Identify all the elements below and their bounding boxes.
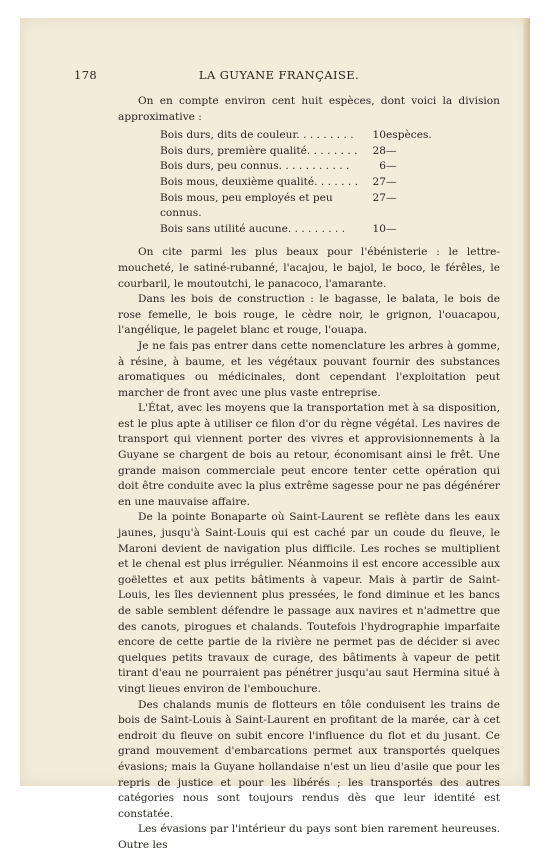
paragraph-nomenclature: Je ne fais pas entrer dans cette nomenclature les arbres à gomme, à résine, à baume, et les végétaux pouvant fournir des substances aromatiques ou médicinales, dont cependant l'exploitation peut marcher de front avec une plus vaste entreprise. bbox=[118, 339, 500, 399]
species-label: Bois durs, première qualité. . . . . . . . bbox=[160, 144, 358, 157]
species-count: 27 bbox=[372, 175, 386, 188]
paragraph-maroni: De la pointe Bonaparte où Saint-Laurent se reflète dans les eaux jaunes, jusqu'à Saint-Louis qui est caché par un coude du fleuve, le Maroni devient de navigation plus difficile. Les roches se multiplient et le chenal est plus irrégulier. Néanmoins il est encore accessible aux goëlettes et aux petits bâtiments à vapeur. Mais à partir de Saint-Louis, les îles deviennent plus pressées, le fond diminue et les bancs de sable semblent défendre le passage aux navires et n'admettre que des canots, pirogues et chalands. Toutefois l'hydrographie imparfaite encore de cette partie de la rivière ne permet pas de décider si avec quelques petits travaux de curage, des bâtiments à vapeur de petit tirant d'eau ne pourraient pas pénétrer jusqu'au saut Hermina situé à vingt lieues environ de l'embouchure. bbox=[118, 511, 500, 695]
species-unit: — bbox=[386, 160, 397, 173]
species-unit: — bbox=[386, 144, 397, 157]
species-label: Bois durs, peu connus. . . . . . . . . . . bbox=[160, 160, 350, 173]
table-row bbox=[160, 175, 456, 191]
species-label: Bois mous, deuxième qualité. . . . . . . bbox=[160, 175, 358, 188]
intro-paragraph: On en compte environ cent huit espèces, dont voici la division approximative : bbox=[118, 95, 500, 123]
book-page bbox=[20, 18, 530, 851]
running-header bbox=[74, 68, 484, 84]
table-row bbox=[160, 128, 456, 144]
table-row bbox=[160, 144, 456, 160]
species-label: Bois durs, dits de couleur. . . . . . . . . bbox=[160, 129, 354, 142]
paragraph-ebenisterie: On cite parmi les plus beaux pour l'ébénisterie : le lettre-moucheté, le satiné-rubanné, l'acajou, le bajol, le boco, le férêles, le courbaril, le moutoutchi, le panacoco, l'amarante. bbox=[118, 246, 500, 290]
page-body bbox=[118, 94, 500, 854]
table-row bbox=[160, 191, 456, 222]
paragraph-construction: Dans les bois de construction : le bagasse, le balata, le bois de rose femelle, le bois rouge, le cèdre noir, le grignon, l'ouacapou, l'angélique, le pagelet blanc et rouge, l'ouapa. bbox=[118, 293, 500, 337]
species-unit: — bbox=[386, 222, 397, 235]
paragraph-etat: L'État, avec les moyens que la transportation met à sa disposition, est le plus apte à utiliser ce filon d'or du règne végétal. Les navires de transport qui viennent porter des vivres et approvisionnements à la Guyane se chargent de bois au retour, économisant ainsi le frêt. Une grande maison commerciale peut encore tenter cette opération qui doit être conduite avec la plus extrême sagesse pour ne pas dégénérer en une mauvaise affaire. bbox=[118, 402, 500, 508]
species-table bbox=[160, 128, 456, 237]
species-unit: espèces. bbox=[386, 129, 432, 142]
species-unit: — bbox=[386, 191, 397, 204]
species-count: 10 bbox=[372, 129, 386, 142]
page-number: 178 bbox=[74, 68, 98, 82]
paragraph-chalands: Des chalands munis de flotteurs en tôle conduisent les trains de bois de Saint-Louis à Saint-Laurent en profitant de la marée, car à cet endroit du fleuve on subit encore l'influence du flot et du jusant. Ce grand mouvement d'embarcations permet aux transportés quelques évasions; mais la Guyane hollandaise n'est un lieu d'asile que pour les repris de justice et pour les libérés ; les transportés des autres catégories nous sont toujours rendus dès que leur identité est constatée. bbox=[118, 698, 500, 820]
species-count: 10 bbox=[372, 222, 386, 235]
species-label: Bois mous, peu employés et peu connus. bbox=[160, 191, 333, 220]
running-title: LA GUYANE FRANÇAISE. bbox=[198, 68, 360, 82]
table-row bbox=[160, 222, 456, 238]
paragraph-evasions: Les évasions par l'intérieur du pays sont bien rarement heureuses. Outre les bbox=[118, 823, 500, 851]
page-edge bbox=[523, 18, 530, 786]
species-unit: — bbox=[386, 175, 397, 188]
species-count: 28 bbox=[372, 144, 386, 157]
species-label: Bois sans utilité aucune. . . . . . . . . bbox=[160, 222, 346, 235]
species-count: 6 bbox=[379, 160, 386, 173]
table-row bbox=[160, 159, 456, 175]
species-count: 27 bbox=[372, 191, 386, 204]
